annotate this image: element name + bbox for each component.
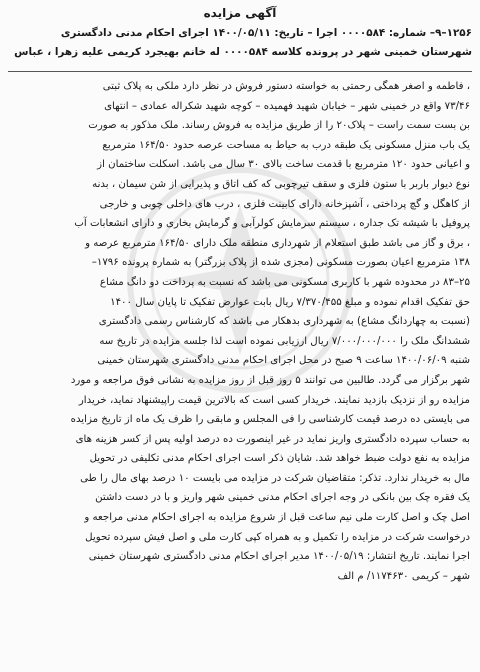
header-line: ۱۲۵۶–۹– شماره: ۰۰۰۰۵۸۴ اجرا – تاریخ: ۱۴۰۰/۰۵/۱۱ اجرای احکام مدنی دادگستری xyxy=(60,27,472,39)
body-line: ۱۳۸ مترمربع اعیان بصورت مسکونی (مجزی شده از پلاک بزرگتر) به شماره پرونده ۱۷۹۶– xyxy=(91,257,470,269)
body-line: ۷۳/۴۶ واقع در خمینی شهر – خیابان شهید فهمیده – کوچه شهید شکراله عمادی – انتهای xyxy=(104,100,470,112)
body-line: یک فقره چک بین بانکی در وجه اجرای احکام مدنی خمینی شهر واریز و با در دست داشتن xyxy=(95,492,470,504)
body-line: اجرا نمایند. تاریخ انتشار: ۱۴۰۰/۰۵/۱۹ مدیر اجرای احکام مدنی دادگستری شهرستان خمینی xyxy=(88,551,470,563)
header-line: شهرستان خمینی شهر در پرونده کلاسه ۰۰۰۰۵۸۴ له خانم بهیجرد کریمی علیه زهرا ، عباس xyxy=(14,46,472,58)
body-line: شنبه ۱۴۰۰/۰۶/۰۹ ساعت ۹ صبح در محل اجرای احکام مدنی دادگستری شهرستان خمینی xyxy=(97,355,470,367)
body-line: درخواست شرکت در مزایده را تکمیل و به همراه کپی کارت ملی و اصل فیش سپرده تحویل xyxy=(85,531,470,543)
divider xyxy=(8,71,472,72)
body-line: می بایستی ده درصد قیمت کارشناسی را فی المجلس و مابقی را ظرف یک ماه از تاریخ مزایده xyxy=(70,414,470,426)
body-line: از کاهگل و گچ پرداختی ، آشپزخانه دارای کابینت فلزی ، درب های داخلی چوبی و خارجی xyxy=(99,198,470,210)
body-line: ، برق و گاز می باشد طبق استعلام از شهرداری منطقه ملک دارای ۱۶۴/۵۰ مترمربع عرصه و xyxy=(85,237,470,249)
body-line: به حساب سپرده دادگستری واریز نماید در غیر اینصورت ده درصد اولیه پس از کسر هزینه های xyxy=(75,433,470,445)
body-line: (نسبت به چهاردانگ مشاع) به شهرداری بدهکار می باشد که کارشناس رسمی دادگستری xyxy=(98,316,470,328)
body-line: بن بست سمت راست – پلاک۲۰ را از طریق مزایده به فروش رساند. ملک مذکور به صورت xyxy=(88,120,470,132)
notice-header xyxy=(8,24,472,62)
body-line: حق تفکیک اقدام نموده و مبلغ ۷/۳۷۰/۴۵۵ ریال بابت عوارض تفکیک تا پایان سال ۱۴۰۰ xyxy=(110,296,470,308)
body-line: یک باب منزل مسکونی یک طبقه درب به حیاط به مساحت عرصه حدود ۱۶۴/۵۰ مترمربع xyxy=(102,139,470,151)
body-line: اصل چک و اصل کارت ملی نیم ساعت قبل از شروع مزایده به اجرای احکام مدنی مراجعه و xyxy=(84,512,470,524)
body-line: مزایده به نفع دولت ضبط خواهد شد. شایان ذکر است اجرای احکام مدنی تکلیفی در تحویل xyxy=(89,453,470,465)
body-line: شهر برگزار می گردد. طالبین می توانند ۵ روز قبل از روز مزایده به نشانی فوق مراجعه و مورد xyxy=(70,374,470,386)
notice-body xyxy=(10,77,470,586)
body-line: نوع دیوار باربر با ستون فلزی و سقف تیرچوبی که کف اتاق و پذیرایی از شن سیمان ، بدنه xyxy=(92,178,470,190)
body-line: و اعیانی حدود ۱۲۰ مترمربع با قدمت ساخت بالای ۳۰ سال می باشد. اسکلت ساختمان از xyxy=(97,159,470,171)
body-line: شهر – کریمی ۱۱۷۴۶۳۰/ م الف xyxy=(337,570,470,582)
body-line: پروفیل با شیشه تک جداره ، سیستم سرمایش کولرآبی و گرمایش بخاری و دارای انشعابات آب xyxy=(74,218,470,230)
body-line: ششدانگ ملک را ۷/۰۰۰/۰۰۰/۰۰۰ ریال ارزیابی نموده است لذا جلسه مزایده در تاریخ سه xyxy=(99,335,470,347)
body-line: ۲۵–۸۳ در محدوده شهر با کاربری مسکونی می باشد که نسبت به پرداخت دو دانگ مشاع xyxy=(99,276,470,288)
body-line: ، فاطمه و اصغر همگی رحمتی به خواسته دستور فروش در نظر دارد ملکی به پلاک ثبتی xyxy=(102,81,470,92)
body-line: مزایده رو از نزدیک بازدید نمایند. خریدار کسی است که بالاترین قیمت راپیشنهاد نماید، خریدار xyxy=(78,394,470,406)
notice-title: آگهی مزایده xyxy=(203,6,277,20)
body-line: مال به خریدار ندارد. تذکر: متقاضیان شرکت در مزایده می بایست ۱۰ درصد بهای مال را طی xyxy=(80,472,470,484)
